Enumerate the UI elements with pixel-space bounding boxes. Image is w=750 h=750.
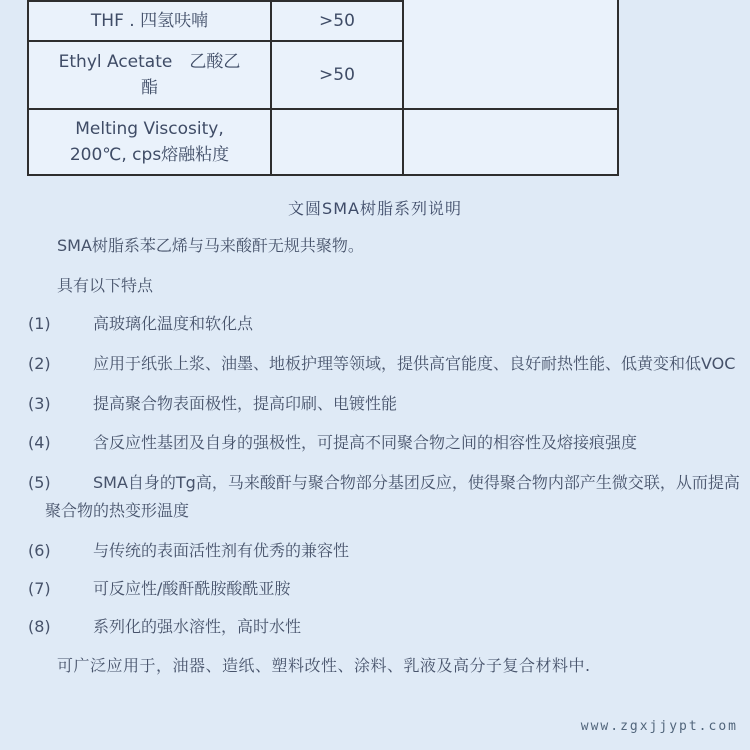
table-cell-value: >50	[271, 41, 403, 109]
feature-item-2	[28, 351, 735, 374]
feature-item-1	[28, 311, 253, 334]
table-row-melting-viscosity	[28, 109, 618, 175]
table-cell-solvent	[28, 41, 271, 109]
page-title: 文圆SMA树脂系列说明	[288, 199, 462, 218]
feature-number: (6)	[28, 541, 51, 560]
feature-text: 含反应性基团及自身的强极性，可提高不同聚合物之间的相容性及熔接痕强度	[93, 433, 638, 452]
feature-text: 系列化的强水溶性，高时水性	[93, 617, 302, 636]
feature-item-5	[28, 470, 740, 493]
feature-text: 应用于纸张上浆、油墨、地板护理等领域，提供高官能度、良好耐热性能、低黄变和低VOC	[93, 354, 736, 373]
feature-item-7	[28, 576, 290, 599]
feature-number: (5)	[28, 473, 51, 492]
site-watermark: www.zgxjjypt.com	[580, 719, 738, 734]
closing-paragraph: 可广泛应用于，油器、造纸、塑料改性、涂料、乳液及高分子复合材料中.	[57, 656, 591, 675]
feature-number: (1)	[28, 314, 51, 333]
feature-text: 提高聚合物表面极性，提高印刷、电镀性能	[93, 394, 398, 413]
feature-item-8	[28, 614, 301, 637]
feature-number: (4)	[28, 433, 51, 452]
feature-number: (2)	[28, 354, 51, 373]
feature-number: (8)	[28, 617, 51, 636]
feature-item-6	[28, 538, 349, 561]
cell-line1: Melting Viscosity,	[75, 118, 224, 139]
feature-text: 与传统的表面活性剂有优秀的兼容性	[93, 541, 350, 560]
feature-number: (3)	[28, 394, 51, 413]
feature-number: (7)	[28, 579, 51, 598]
cell-line2: 酯	[141, 78, 158, 98]
features-heading: 具有以下特点	[57, 276, 154, 295]
feature-text: 高玻璃化温度和软化点	[93, 314, 254, 333]
feature-item-4	[28, 430, 637, 453]
table-cell-solvent: THF . 四氢呋喃	[28, 1, 271, 41]
feature-text: 可反应性/酸酐酰胺酸酰亚胺	[93, 579, 291, 598]
table-cell-merged	[403, 0, 618, 109]
table-cell	[403, 109, 618, 175]
cell-line2: 200℃, cps熔融粘度	[69, 145, 230, 165]
table-cell-property	[28, 109, 271, 175]
intro-paragraph: SMA树脂系苯乙烯与马来酸酐无规共聚物。	[57, 236, 364, 255]
spec-table	[27, 0, 619, 176]
feature-text: SMA自身的Tg高，马来酸酐与聚合物部分基团反应，使得聚合物内部产生微交联，从而提高	[93, 473, 740, 492]
feature-item-3	[28, 391, 397, 414]
feature-item-5-continuation: 聚合物的热变形温度	[45, 501, 190, 520]
cell-line1: Ethyl Acetate 乙酸乙	[58, 51, 241, 72]
table-cell-value	[271, 109, 403, 175]
table-cell-value: >50	[271, 1, 403, 41]
